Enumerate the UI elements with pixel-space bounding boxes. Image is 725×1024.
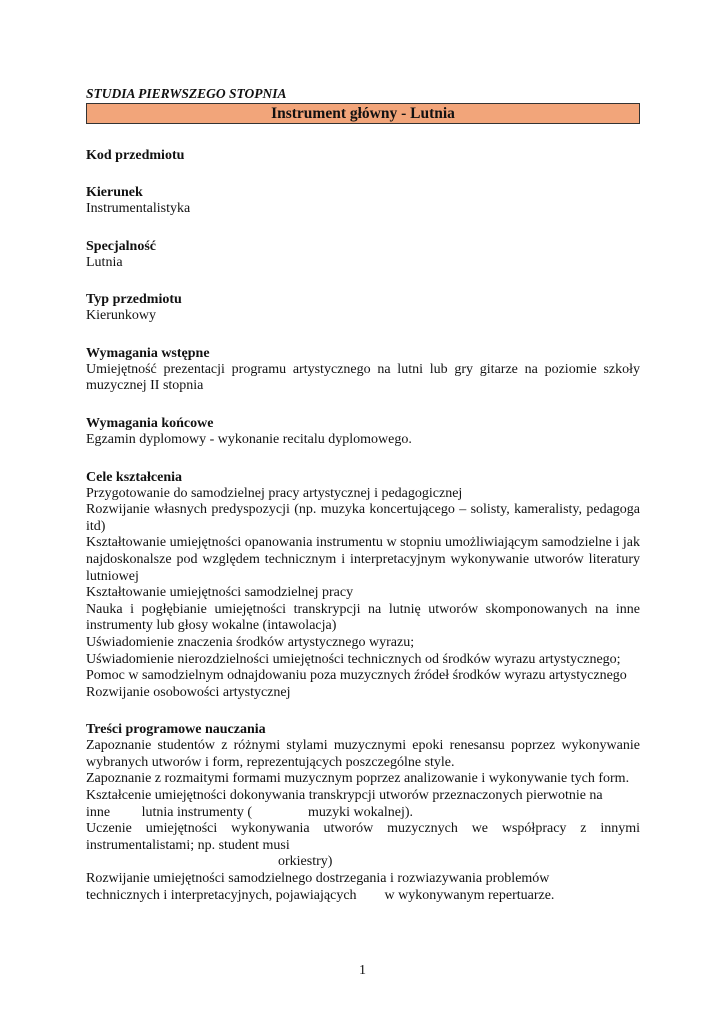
- section-title: Specjalność: [86, 238, 156, 254]
- list-item: Pomoc w samodzielnym odnajdowaniu poza muzycznych źródeł środków wyrazu artystycznego: [86, 668, 627, 684]
- document-page: [86, 86, 640, 904]
- section-title: Treści programowe nauczania: [86, 722, 266, 738]
- section-specjalnosc: [86, 238, 640, 272]
- section-cele: [86, 469, 640, 702]
- list-item: Kształcenie umiejętności dokonywania transkrypcji utworów przeznaczonych pierwotnie na: [86, 788, 603, 804]
- section-wymagania-wstepne: [86, 345, 640, 395]
- page-number: 1: [359, 963, 366, 978]
- list-item: Uświadomienie nierozdzielności umiejętności technicznych od środków wyrazu artystycznego;: [86, 651, 621, 667]
- list-item: Zapoznanie studentów z różnymi stylami muzycznymi epoki renesansu poprzez wykonywanie wybranych utworów i form, reprezentujących poszczególne style.: [86, 738, 640, 770]
- section-value: Instrumentalistyka: [86, 201, 191, 216]
- section-title: Kod przedmiotu: [86, 148, 185, 163]
- list-item: Kształtowanie umiejętności opanowania instrumentu w stopniu umożliwiającym samodzielne i jak najdoskonalsze pod względem technicznym i interpretacyjnym wykonywanie utworów literatury lutniowej: [86, 535, 640, 584]
- list-item: orkiestry): [278, 854, 333, 870]
- section-list: [86, 738, 640, 904]
- section-title: Cele kształcenia: [86, 469, 183, 485]
- section-value: Kierunkowy: [86, 308, 156, 324]
- list-item: inne lutnia instrumenty ( muzyki wokalnej).: [86, 804, 414, 820]
- section-title: Wymagania wstępne: [86, 345, 210, 361]
- list-item: Uświadomienie znaczenia środków artystycznego wyrazu;: [86, 634, 415, 650]
- list-item: Kształtowanie umiejętności samodzielnej pracy: [86, 585, 354, 601]
- list-item: Zapoznanie z rozmaitymi formami muzycznym poprzez analizowanie i wykonywanie tych form.: [86, 771, 630, 787]
- document-title: Instrument główny - Lutnia: [86, 103, 640, 124]
- section-tresci: [86, 721, 640, 904]
- section-typ: [86, 291, 640, 325]
- list-item: Nauka i pogłębianie umiejętności transkrypcji na lutnię utworów skomponowanych na inne instrumenty lub głosy wokalne (intawolacja): [86, 601, 640, 634]
- list-item: technicznych i interpretacyjnych, pojawiających w wykonywanym repertuarze.: [86, 887, 555, 903]
- list-item: Uczenie umiejętności wykonywania utworów muzycznych we współpracy z innymi instrumentalistami; np. student musi: [86, 821, 640, 853]
- document-header: STUDIA PIERWSZEGO STOPNIA: [86, 86, 287, 101]
- section-title: Typ przedmiotu: [86, 292, 182, 308]
- section-kierunek: [86, 184, 640, 218]
- section-wymagania-koncowe: [86, 415, 640, 449]
- list-item: Przygotowanie do samodzielnej pracy artystycznej i pedagogicznej: [86, 485, 463, 501]
- section-value: Egzamin dyplomowy - wykonanie recitalu dyplomowego.: [86, 431, 412, 447]
- section-value: Lutnia: [86, 254, 123, 270]
- section-title: Kierunek: [86, 185, 143, 200]
- section-list: [86, 486, 640, 702]
- section-kod: [86, 147, 640, 164]
- list-item: Rozwijanie własnych predyspozycji (np. muzyka koncertującego – solisty, kameralisty, pedagoga itd): [86, 502, 640, 534]
- list-item: Rozwijanie umiejętności samodzielnego dostrzegania i rozwiazywania problemów: [86, 871, 550, 887]
- section-title: Wymagania końcowe: [86, 415, 214, 431]
- section-value: Umiejętność prezentacji programu artystycznego na lutni lub gry gitarze na poziomie szkoły muzycznej II stopnia: [86, 361, 640, 394]
- list-item: Rozwijanie osobowości artystycznej: [86, 684, 291, 700]
